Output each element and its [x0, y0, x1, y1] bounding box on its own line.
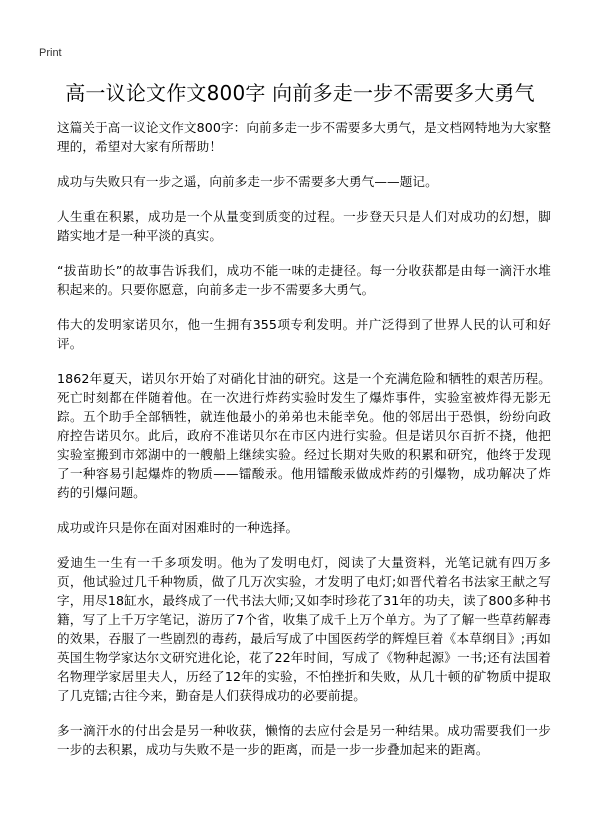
article-paragraph-conclusion: 多一滴汗水的付出会是另一种收获，懒惰的去应付会是另一种结果。成功需要我们一步一步的去积累，成功与失败不是一步的距离，而是一步一步叠加起来的距离。: [57, 723, 551, 757]
article-paragraph: 人生重在积累，成功是一个从量变到质变的过程。一步登天只是人们对成功的幻想，脚踏实地才是一种平淡的真实。: [57, 209, 551, 243]
article-title: 高一议论文作文800字 向前多走一步不需要多大勇气: [65, 81, 535, 105]
article-paragraph: 成功或许只是你在面对困难时的一种选择。: [57, 520, 299, 535]
article-paragraph: “拔苗助长”的故事告诉我们，成功不能一味的走捷径。每一分收获都是由每一滴汗水堆积起来的。只要你愿意，向前多走一步不需要多大勇气。: [57, 263, 551, 297]
article-paragraph: 伟大的发明家诺贝尔，他一生拥有355项专利发明。并广泛得到了世界人民的认可和好评。: [57, 317, 551, 351]
print-link[interactable]: Print: [39, 47, 62, 59]
article-body: [57, 118, 551, 775]
article-paragraph-epigraph: 成功与失败只有一步之遥，向前多走一步不需要多大勇气——题记。: [57, 174, 438, 189]
article-paragraph: 爱迪生一生有一千多项发明。他为了发明电灯，阅读了大量资料，光笔记就有四万多页，他试验过几千种物质，做了几万次实验，才发明了电灯;如晋代着名书法家王献之写字，用尽18缸水，最终成了一代书法大师;又如李时珍花了31年的功夫，读了800多种书籍，写了上千万字笔记，游历了7个省，收集了成千上万个单方。为了了解一些草药解毒的效果，吞服了一些剧烈的毒药，最后写成了中国医药学的辉煌巨着《本草纲目》;再如英国生物学家达尔文研究进化论，花了22年时间，写成了《物种起源》一书;还有法国着名物理学家居里夫人，历经了12年的实验，不怕挫折和失败，从几十顿的矿物质中提取了几克镭;古往今来，勤奋是人们获得成功的必要前提。: [57, 555, 551, 703]
article-paragraph-intro: 这篇关于高一议论文作文800字：向前多走一步不需要多大勇气，是文档网特地为大家整理的，希望对大家有所帮助！: [57, 120, 552, 154]
article-paragraph: 1862年夏天，诺贝尔开始了对硝化甘油的研究。这是一个充满危险和牺牲的艰苦历程。死亡时刻都在伴随着他。在一次进行炸药实验时发生了爆炸事件，实验室被炸得无影无踪。五个助手全部牺牲，就连他最小的弟弟也未能幸免。他的邻居出于恐惧，纷纷向政府控告诺贝尔。此后，政府不准诺贝尔在市区内进行实验。但是诺贝尔百折不挠，他把实验室搬到市郊湖中的一艘船上继续实验。经过长期对失败的积累和研究，他终于发现了一种容易引起爆炸的物质——镭酸汞。他用镭酸汞做成炸药的引爆物，成功解决了炸药的引爆问题。: [57, 371, 551, 500]
